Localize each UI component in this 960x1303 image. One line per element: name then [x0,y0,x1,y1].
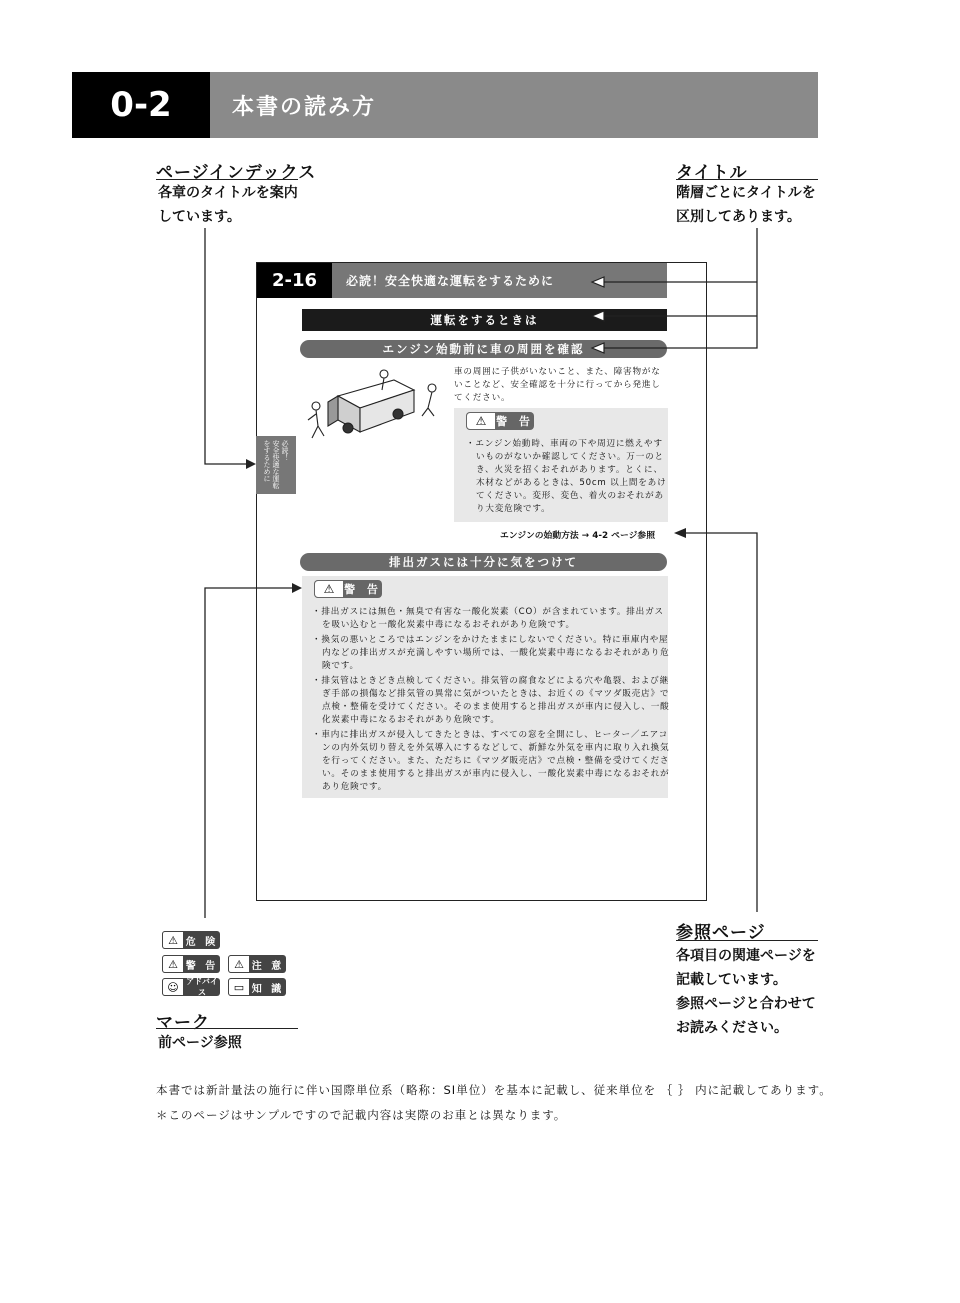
warning-label: 警 告 [344,583,382,596]
mechanic-icon: ☺ [162,978,184,996]
caution-mark: ⚠ 注 意 [228,955,286,973]
ref-page-desc-3: 参照ページと合わせて [676,996,816,1012]
book-icon: ▭ [228,978,250,996]
ref-page-desc-2: 記載しています。 [676,972,787,988]
sample-warning-text-1: ・エンジン始動時、車両の下や周辺に燃えやすいものがないか確認してください。万一のとき、火災を招くおそれがあります。とくに、木材などがあるときは、50cm 以上間をあけてください。変形、変色、着火のおそれがあり大変危険です。 [466,439,667,514]
sample-intro-text: 車の周囲に子供がいないこと、また、障害物がないことなど、安全確認を十分に行ってから発進してください。 [454,367,661,403]
title-section-desc-1: 階層ごとにタイトルを [676,185,816,201]
marks-title: マーク [156,1013,210,1033]
sample-page-index-tab [256,436,296,494]
warning-label: 警 告 [496,415,534,428]
marks-rule [156,1028,298,1029]
page-index-desc-1: 各章のタイトルを案内 [158,185,298,201]
warning-mark: ⚠ 警 告 [162,955,220,973]
warning-triangle-icon: ⚠ [162,931,184,949]
sample-reference-text: エンジンの始動方法 → 4-2 ページ参照 [500,531,655,541]
sample-warning-item-4: ・車内に排出ガスが侵入してきたときは、すべての窓を全開にし、ヒーター／エアコンの内外気切り替えを外気導入にするなどして、新鮮な外気を車内に取り入れ換気を行ってください。また、ただちに《マツダ販売店》で点検・整備を受けてください。そのまま使用すると排出ガスが車内に侵入し、一酸化炭素中毒になるおそれがあり危険です。 [312,730,670,792]
sample-warning-item-2: ・換気の悪いところではエンジンをかけたままにしないでください。特に車庫内や屋内などの排出ガスが充満しやすい場所では、一酸化炭素中毒になるおそれがあり危険です。 [312,635,670,671]
ref-page-desc-1: 各項目の関連ページを [676,948,816,964]
page-index-desc-2: しています。 [158,209,241,225]
title-section-desc-2: 区別してあります。 [676,209,801,225]
page-index-title: ページインデックス [156,163,317,183]
truck-illustration [304,362,444,442]
sample-chapter-number: 2-16 [257,263,332,298]
warning-icon: ⚠ [314,580,344,598]
danger-mark: ⚠ 危 険 [162,931,220,949]
warning-label-chip-1 [466,412,534,430]
side-tab-col-2: 安全快適な運転 [272,440,280,489]
sample-subtitle: 運転をするときは [302,309,667,331]
warning-label-chip-2 [314,580,382,598]
advice-mark: ☺ アドバイス [162,978,220,996]
sample-warning-item-1: ・排出ガスには無色・無臭で有害な一酸化炭素（CO）が含まれています。排出ガスを吸い込むと一酸化炭素中毒になるおそれがあり危険です。 [312,607,664,630]
title-section-title: タイトル [676,163,748,183]
page-title: 本書の読み方 [210,72,818,138]
sample-heading-2: 排出ガスには十分に気をつけて [300,553,667,571]
ref-page-desc-4: お読みください。 [676,1020,788,1036]
ref-page-title: 参照ページ [676,923,766,943]
warning-triangle-icon: ⚠ [228,955,250,973]
footer-note-1: 本書では新計量法の施行に伴い国際単位系（略称：SI単位）を基本に記載し、従来単位を ｛ ｝ 内に記載してあります。 [156,1083,832,1097]
sample-warning-item-3: ・排気管はときどき点検してください。排気管の腐食などによる穴や亀裂、および継ぎ手部の損傷など排気管の異常に気がついたときは、お近くの《マツダ販売店》で点検・整備を受けてください。そのまま使用すると排出ガスが車内に侵入し、一酸化炭素中毒になるおそれがあり危険です。 [312,676,670,725]
footer-note-2: ＊このページはサンプルですので記載内容は実際のお車とは異なります。 [156,1108,567,1122]
knowledge-mark: ▭ 知 識 [228,978,286,996]
warning-triangle-icon: ⚠ [162,955,184,973]
side-tab-col-1: 必読！ [281,440,289,461]
side-tab-col-3: をするために [263,440,271,482]
warning-icon: ⚠ [466,412,496,430]
marks-desc: 前ページ参照 [158,1035,242,1051]
sample-heading-1: エンジン始動前に車の周囲を確認 [300,340,667,358]
chapter-number: 0-2 [72,72,210,138]
sample-chapter-title: 必読！安全快適な運転をするために [332,263,667,298]
ref-page-rule [676,940,818,941]
